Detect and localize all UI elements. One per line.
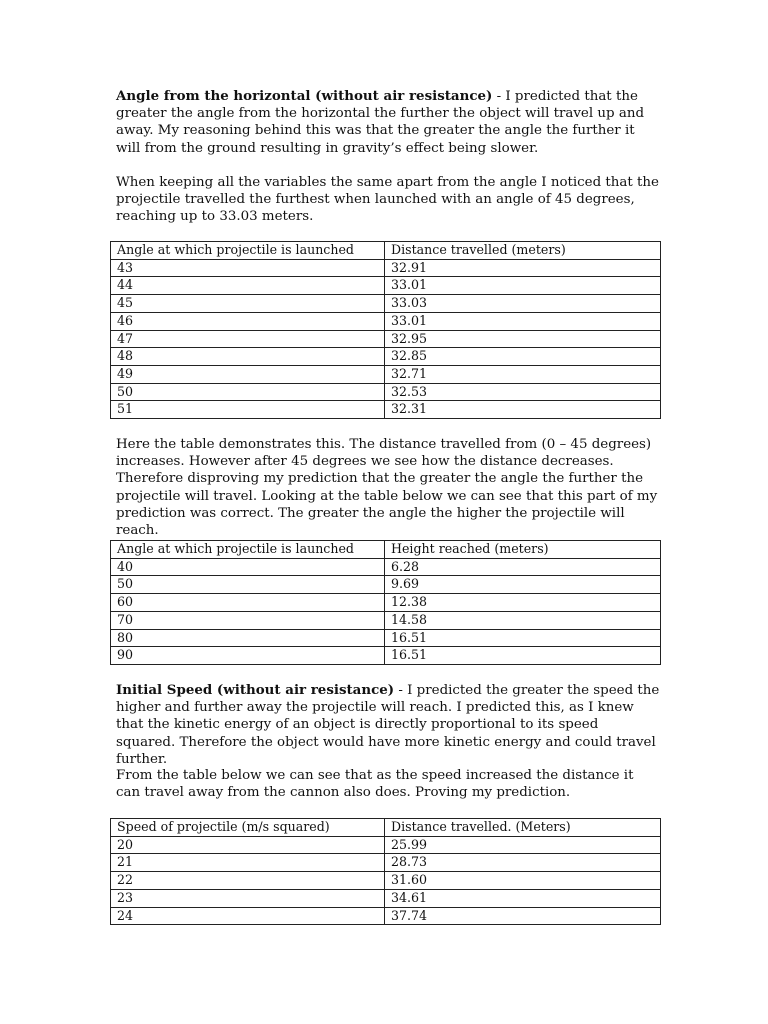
table-row — [111, 629, 661, 647]
section1-observation: When keeping all the variables the same apart from the angle I noticed that the projectile travelled the furthest when launched with an angle of 45 degrees, reaching up to 33.03 meters. — [116, 175, 659, 225]
table-cell: 28.73 — [385, 854, 661, 872]
table-header-row — [111, 541, 661, 559]
table-cell: 25.99 — [385, 836, 661, 854]
table-row — [111, 576, 661, 594]
table-row — [111, 383, 661, 401]
table-cell: 16.51 — [385, 629, 661, 647]
section2-lead-text: - I predicted the greater the speed the higher and further away the projectile will reach. I predicted this, as I knew that the kinetic energy of an object is directly proportional to its speed squared. Therefore the object would have more kinetic energy and could travel further. — [116, 683, 660, 767]
table-cell: 12.38 — [385, 594, 661, 612]
table-row — [111, 647, 661, 665]
column-header: Angle at which projectile is launched — [111, 541, 385, 559]
table-cell: 6.28 — [385, 558, 661, 576]
height-by-angle-table — [110, 540, 661, 665]
table-cell: 70 — [111, 611, 385, 629]
table-header-row — [111, 819, 661, 837]
table-row — [111, 611, 661, 629]
table-cell: 90 — [111, 647, 385, 665]
column-header: Distance travelled (meters) — [385, 242, 661, 260]
table-cell: 46 — [111, 312, 385, 330]
table-cell: 33.03 — [385, 295, 661, 313]
table-cell: 22 — [111, 872, 385, 890]
table-cell: 40 — [111, 558, 385, 576]
table-cell: 50 — [111, 383, 385, 401]
table-row — [111, 401, 661, 419]
table-cell: 49 — [111, 365, 385, 383]
column-header: Speed of projectile (m/s squared) — [111, 819, 385, 837]
table-cell: 32.85 — [385, 348, 661, 366]
table-cell: 32.53 — [385, 383, 661, 401]
table-cell: 32.71 — [385, 365, 661, 383]
table-cell: 43 — [111, 259, 385, 277]
table-row — [111, 330, 661, 348]
table-cell: 37.74 — [385, 907, 661, 925]
table-cell: 9.69 — [385, 576, 661, 594]
table-cell: 20 — [111, 836, 385, 854]
analysis-paragraph: Here the table demonstrates this. The distance travelled from (0 – 45 degrees) increases. However after 45 degrees we see how the distance decreases. Therefore disproving my prediction that the greater the angle the further the projectile will travel. Looking at the table below we can see that this part of my prediction was correct. The greater the angle the higher the projectile will reach. — [116, 437, 658, 539]
table-cell: 45 — [111, 295, 385, 313]
table-cell: 14.58 — [385, 611, 661, 629]
table-header-row — [111, 242, 661, 260]
table-cell: 33.01 — [385, 277, 661, 295]
table-cell: 31.60 — [385, 872, 661, 890]
table-row — [111, 594, 661, 612]
table-row — [111, 365, 661, 383]
table-row — [111, 836, 661, 854]
table-cell: 50 — [111, 576, 385, 594]
table-cell: 33.01 — [385, 312, 661, 330]
table-cell: 24 — [111, 907, 385, 925]
table-cell: 44 — [111, 277, 385, 295]
table-cell: 23 — [111, 889, 385, 907]
table-cell: 48 — [111, 348, 385, 366]
section2-paragraph — [116, 682, 661, 768]
table-cell: 32.95 — [385, 330, 661, 348]
table-row — [111, 277, 661, 295]
table-cell: 16.51 — [385, 647, 661, 665]
table-row — [111, 872, 661, 890]
section1-lead-text: - I predicted that the greater the angle from the horizontal the further the object will travel up and away. My reasoning behind this was that the greater the angle the further it will from the ground resulting in gravity’s effect being slower. — [116, 89, 645, 156]
table-cell: 34.61 — [385, 889, 661, 907]
section2-heading: Initial Speed (without air resistance) — [116, 682, 395, 698]
table-cell: 80 — [111, 629, 385, 647]
table-row — [111, 907, 661, 925]
table-row — [111, 558, 661, 576]
table-cell: 21 — [111, 854, 385, 872]
table-cell: 32.31 — [385, 401, 661, 419]
table-row — [111, 259, 661, 277]
section1-heading: Angle from the horizontal (without air resistance) — [116, 88, 493, 104]
table-row — [111, 312, 661, 330]
column-header: Angle at which projectile is launched — [111, 242, 385, 260]
distance-by-speed-table — [110, 818, 661, 925]
table-cell: 32.91 — [385, 259, 661, 277]
column-header: Height reached (meters) — [385, 541, 661, 559]
table-cell: 51 — [111, 401, 385, 419]
table-cell: 47 — [111, 330, 385, 348]
table-row — [111, 348, 661, 366]
table-row — [111, 889, 661, 907]
table-cell: 60 — [111, 594, 385, 612]
table-row — [111, 295, 661, 313]
table-row — [111, 854, 661, 872]
distance-by-angle-table — [110, 241, 661, 419]
column-header: Distance travelled. (Meters) — [385, 819, 661, 837]
section2-observation: From the table below we can see that as the speed increased the distance it can travel away from the cannon also does. Proving my prediction. — [116, 768, 634, 801]
section1-paragraph — [116, 88, 661, 157]
